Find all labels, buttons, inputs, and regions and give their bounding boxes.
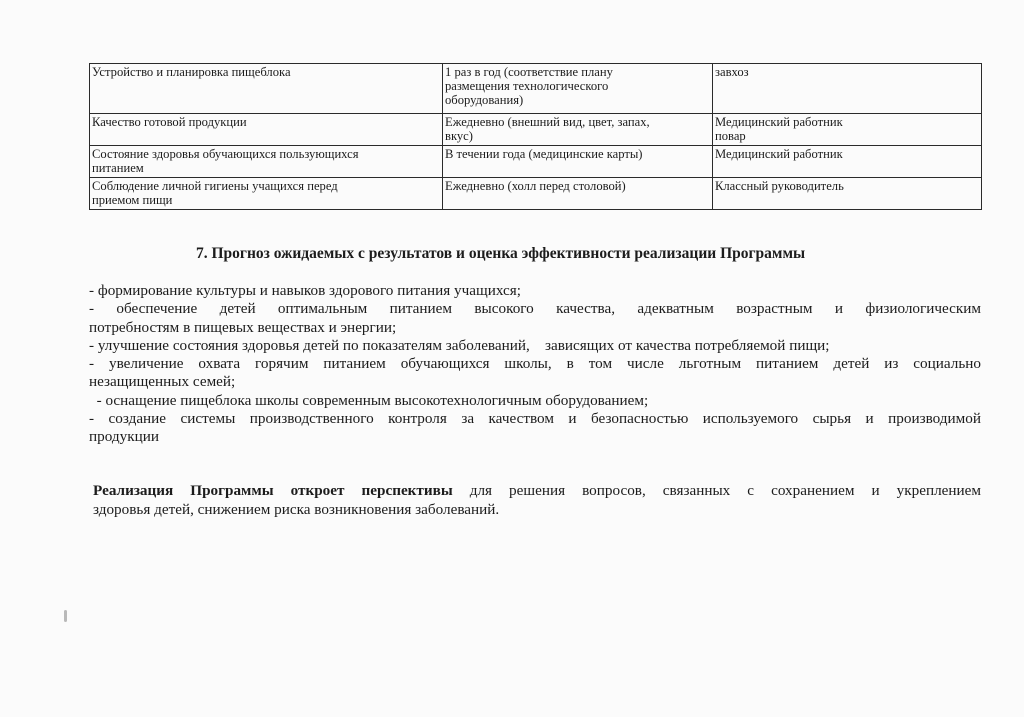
table-cell-frequency: Ежедневно (холл перед столовой)	[443, 178, 713, 210]
conclusion-line: здоровья детей, снижением риска возникновения заболеваний.	[93, 500, 500, 518]
table-cell-subject: Качество готовой продукции	[90, 114, 443, 146]
section-heading: 7. Прогноз ожидаемых с результатов и оценка эффективности реализации Программы	[196, 245, 806, 262]
conclusion-text: для решения вопросов, связанных с сохранением и укреплением	[452, 482, 981, 499]
table-row	[90, 64, 982, 114]
result-line: - оснащение пищеблока школы современным высокотехнологичным оборудованием;	[89, 391, 649, 409]
result-line: потребностям в пищевых веществах и энергии;	[89, 318, 397, 336]
table-cell-frequency: В течении года (медицинские карты)	[443, 146, 713, 178]
table-cell-frequency: 1 раз в год (соответствие плану размещения технологического оборудования)	[443, 64, 713, 114]
result-line: незащищенных семей;	[89, 373, 236, 391]
expected-results-list	[89, 282, 981, 447]
control-table	[89, 63, 982, 210]
table-cell-subject: Состояние здоровья обучающихся пользующихся питанием	[90, 146, 443, 178]
table-cell-subject: Соблюдение личной гигиены учащихся перед приемом пищи	[90, 178, 443, 210]
table-row	[90, 178, 982, 210]
result-line: - обеспечение детей оптимальным питанием высокого качества, адекватным возрастным и физиологическим	[89, 300, 981, 318]
result-line: - улучшение состояния здоровья детей по показателям заболеваний, зависящих от качества потребляемой пищи;	[89, 336, 830, 354]
table-cell-responsible: завхоз	[713, 64, 982, 114]
result-line: - создание системы производственного контроля за качеством и безопасностью используемого сырья и производимой	[89, 410, 981, 428]
conclusion-bold-lead: Реализация Программы откроет перспективы	[93, 482, 453, 499]
result-line: - увеличение охвата горячим питанием обучающихся школы, в том числе льготным питанием детей из социально	[89, 355, 981, 373]
table-cell-responsible: Медицинский работник	[713, 146, 982, 178]
conclusion-paragraph	[93, 482, 981, 519]
table-cell-responsible: Медицинский работник повар	[713, 114, 982, 146]
conclusion-line	[93, 482, 981, 501]
table-cell-responsible: Классный руководитель	[713, 178, 982, 210]
result-line: - формирование культуры и навыков здорового питания учащихся;	[89, 282, 521, 299]
scan-mark	[64, 610, 67, 622]
result-line: продукции	[89, 428, 159, 446]
table-cell-subject: Устройство и планировка пищеблока	[90, 64, 443, 114]
table-row	[90, 114, 982, 146]
table-row	[90, 146, 982, 178]
table-cell-frequency: Ежедневно (внешний вид, цвет, запах, вкус)	[443, 114, 713, 146]
